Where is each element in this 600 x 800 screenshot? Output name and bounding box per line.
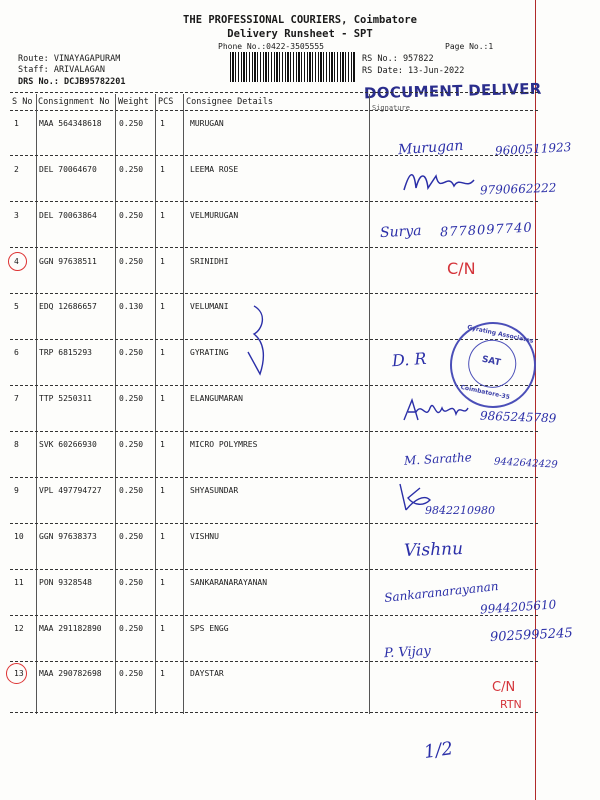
row-pcs: 1 — [160, 165, 165, 174]
row-weight: 0.250 — [119, 486, 144, 495]
page-number: Page No.:1 — [445, 42, 494, 51]
signature-2-phone: 9790662222 — [479, 180, 557, 198]
row-consignee: MICRO POLYMRES — [190, 440, 258, 449]
seal-top-text: Gyrating Associates — [466, 323, 535, 345]
col-divider — [183, 94, 184, 714]
signature-10-name: Vishnu — [403, 538, 464, 562]
signature-8-phone: 9865245789 — [479, 408, 557, 426]
signature-3-phone: 8778097740 — [439, 220, 534, 241]
row-consignee: VISHNU — [190, 532, 219, 541]
row-weight: 0.250 — [119, 165, 144, 174]
row-pcs: 1 — [160, 257, 165, 266]
col-consignment: Consignment No — [38, 97, 110, 107]
row-sno: 8 — [14, 440, 19, 449]
row-consignee: SANKARANARAYANAN — [190, 578, 268, 587]
row-consignee: VELMURUGAN — [190, 211, 239, 220]
row-sno: 13 — [14, 669, 24, 678]
row-rule — [10, 247, 538, 248]
row-sno: 11 — [14, 578, 24, 587]
phone-number: Phone No.:0422-3505555 — [218, 42, 324, 51]
row-pcs: 1 — [160, 440, 165, 449]
row-sno: 6 — [14, 348, 19, 357]
row-consignment: MAA 564348618 — [39, 119, 102, 128]
row-sno: 10 — [14, 532, 24, 541]
table-top-rule — [10, 92, 538, 93]
signature-7-scribble — [400, 394, 470, 426]
row-weight: 0.250 — [119, 578, 144, 587]
row-consignee: SHYASUNDAR — [190, 486, 239, 495]
runsheet-title: Delivery Runsheet - SPT — [227, 28, 373, 40]
row-consignment: DEL 70063864 — [39, 211, 97, 220]
row-sno: 12 — [14, 624, 24, 633]
page-edge-line — [535, 0, 536, 800]
row-consignment: EDQ 12686657 — [39, 302, 97, 311]
row-weight: 0.130 — [119, 302, 144, 311]
row-pcs: 1 — [160, 578, 165, 587]
row-rule — [10, 523, 538, 524]
row-weight: 0.250 — [119, 532, 144, 541]
col-divider — [115, 94, 116, 714]
route: Route: VINAYAGAPURAM — [18, 54, 121, 64]
row-pcs: 1 — [160, 532, 165, 541]
row-weight: 0.250 — [119, 669, 144, 678]
row-rule — [10, 477, 538, 478]
row-pcs: 1 — [160, 119, 165, 128]
row-consignee: SRINIDHI — [190, 257, 229, 266]
footer-page-note: 1/2 — [422, 738, 455, 763]
row-weight: 0.250 — [119, 624, 144, 633]
row-consignment: TRP 6815293 — [39, 348, 92, 357]
row-consignee: SPS ENGG — [190, 624, 229, 633]
barcode — [230, 52, 355, 82]
row-sno: 2 — [14, 165, 19, 174]
row-pcs: 1 — [160, 669, 165, 678]
row-consignment: MAA 290782698 — [39, 669, 102, 678]
col-divider — [36, 94, 37, 714]
rs-number: RS No.: 957822 — [362, 54, 434, 64]
row-rule — [10, 569, 538, 570]
row-consignee: DAYSTAR — [190, 669, 224, 678]
check-mark-scribble — [240, 300, 280, 380]
row-rule — [10, 431, 538, 432]
row-consignment: SVK 60266930 — [39, 440, 97, 449]
signature-2-scribble — [400, 168, 480, 196]
row-weight: 0.250 — [119, 394, 144, 403]
col-divider — [155, 94, 156, 714]
col-pcs: PCS — [158, 97, 174, 107]
col-weight: Weight — [118, 97, 149, 107]
row-rule — [10, 661, 538, 662]
signature-11-name: Sankaranarayanan — [383, 579, 500, 605]
row-sno: 9 — [14, 486, 19, 495]
signature-3-name: Surya — [379, 222, 422, 242]
signature-6-name: D. R — [391, 348, 428, 371]
signature-1-name: Murugan — [397, 137, 464, 159]
document-delivered-stamp: DOCUMENT DELIVER — [363, 79, 542, 103]
drs-number: DRS No.: DCJB95782201 — [18, 77, 126, 87]
row-weight: 0.250 — [119, 211, 144, 220]
row-consignment: PON 9328548 — [39, 578, 92, 587]
row-rule — [10, 293, 538, 294]
row-sno: 1 — [14, 119, 19, 128]
seal-center-text: SAT — [480, 354, 502, 369]
row-consignment: VPL 497794727 — [39, 486, 102, 495]
row-consignment: GGN 97638373 — [39, 532, 97, 541]
signature-12-phone: 9025995245 — [489, 625, 574, 646]
row-pcs: 1 — [160, 348, 165, 357]
signature-12-name: P. Vijay — [383, 643, 432, 662]
row-pcs: 1 — [160, 624, 165, 633]
note-cn-row-13: C/N — [492, 680, 516, 695]
red-circle-mark — [6, 663, 27, 684]
row-consignee: VELUMANI — [190, 302, 229, 311]
row-pcs: 1 — [160, 486, 165, 495]
seal-bottom-text: Coimbatore-35 — [459, 383, 511, 402]
signature-9-name: M. Sarathe — [403, 450, 473, 468]
row-rule — [10, 712, 538, 713]
row-pcs: 1 — [160, 302, 165, 311]
col-divider — [369, 94, 370, 714]
staff: Staff: ARIVALAGAN — [18, 65, 105, 75]
col-signature: Signature — [372, 104, 410, 112]
table-header-rule — [10, 110, 538, 111]
row-pcs: 1 — [160, 394, 165, 403]
signature-9-phone: 9442642429 — [493, 456, 558, 471]
row-consignment: MAA 291182890 — [39, 624, 102, 633]
row-rule — [10, 155, 538, 156]
signature-11-phone: 9944205610 — [479, 597, 557, 617]
row-consignee: LEEMA ROSE — [190, 165, 239, 174]
row-pcs: 1 — [160, 211, 165, 220]
note-rtn-row-13: RTN — [500, 698, 522, 711]
row-weight: 0.250 — [119, 257, 144, 266]
row-rule — [10, 201, 538, 202]
row-consignment: TTP 5250311 — [39, 394, 92, 403]
row-sno: 7 — [14, 394, 19, 403]
note-cn-row-4: C/N — [447, 259, 476, 278]
signature-1-phone: 9600511923 — [494, 140, 572, 158]
row-weight: 0.250 — [119, 119, 144, 128]
row-weight: 0.250 — [119, 440, 144, 449]
col-consignee: Consignee Details — [186, 97, 273, 107]
row-sno: 3 — [14, 211, 19, 220]
row-consignee: GYRATING — [190, 348, 229, 357]
red-circle-mark — [8, 252, 27, 271]
row-sno: 5 — [14, 302, 19, 311]
row-consignment: DEL 70064670 — [39, 165, 97, 174]
company-name: THE PROFESSIONAL COURIERS, Coimbatore — [183, 14, 417, 26]
row-sno: 4 — [14, 257, 19, 266]
rs-date: RS Date: 13-Jun-2022 — [362, 66, 465, 76]
row-consignment: GGN 97638511 — [39, 257, 97, 266]
col-sno: S No — [12, 97, 33, 107]
row-consignee: MURUGAN — [190, 119, 224, 128]
row-rule — [10, 615, 538, 616]
row-consignee: ELANGUMARAN — [190, 394, 243, 403]
row-weight: 0.250 — [119, 348, 144, 357]
signature-9b-phone: 9842210980 — [425, 504, 495, 517]
